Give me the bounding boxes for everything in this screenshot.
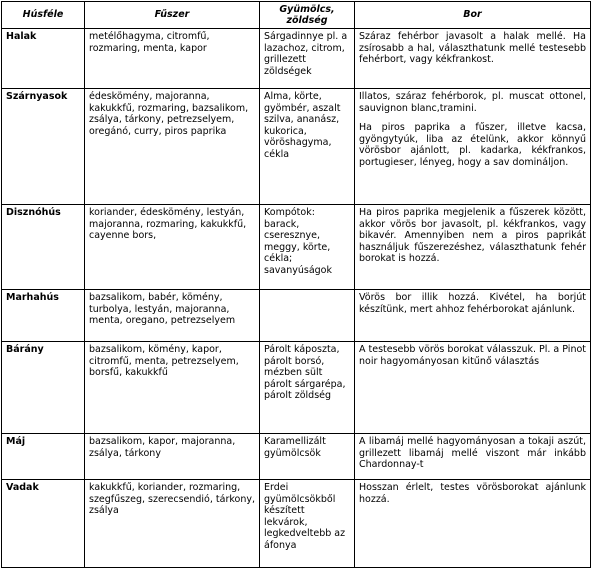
wine-paragraph: Ha piros paprika megjelenik a fűszerek között, akkor vörös bor javasolt, pl. kékfrankos, vagy bikavér. Amennyiben nem a piros paprikát használjuk fűszerezéshez, választhatunk fehér borokat is hozzá. bbox=[359, 207, 586, 264]
produce-cell: Párolt káposzta, párolt borsó, mézben sült párolt sárgarépa, párolt zöldség bbox=[260, 342, 355, 434]
produce-cell: Kompótok: barack, cseresznye, meggy, körte, cékla; savanyúságok bbox=[260, 205, 355, 290]
meat-cell: Máj bbox=[2, 434, 85, 480]
header-meat: Húsféle bbox=[2, 2, 85, 29]
table-row bbox=[2, 434, 591, 480]
table-row bbox=[2, 89, 591, 205]
table-row bbox=[2, 342, 591, 434]
spice-cell: koriander, édeskömény, lestyán, majoranna, rozmaring, kakukkfű, cayenne bors, bbox=[85, 205, 260, 290]
header-produce: Gyümölcs, zöldség bbox=[260, 2, 355, 29]
wine-cell bbox=[355, 434, 591, 480]
wine-cell bbox=[355, 290, 591, 342]
spice-cell: metélőhagyma, citromfű, rozmaring, menta, kapor bbox=[85, 29, 260, 89]
wine-paragraph: Vörös bor illik hozzá. Kivétel, ha borjút készítünk, mert ahhoz fehérborokat ajánlunk. bbox=[359, 292, 586, 315]
wine-cell bbox=[355, 29, 591, 89]
header-spice: Fűszer bbox=[85, 2, 260, 29]
wine-cell bbox=[355, 480, 591, 568]
produce-cell: Alma, körte, gyömbér, aszalt szilva, ananász, kukorica, vöröshagyma, cékla bbox=[260, 89, 355, 205]
wine-paragraph: Hosszan érlelt, testes vörösborokat ajánlunk hozzá. bbox=[359, 482, 586, 505]
produce-cell bbox=[260, 290, 355, 342]
wine-paragraph: A testesebb vörös borokat válasszuk. Pl. a Pinot noir hagyományosan kitűnő választás bbox=[359, 344, 586, 367]
meat-cell: Vadak bbox=[2, 480, 85, 568]
meat-cell: Disznóhús bbox=[2, 205, 85, 290]
meat-cell: Szárnyasok bbox=[2, 89, 85, 205]
table-body bbox=[2, 29, 591, 568]
table-row bbox=[2, 29, 591, 89]
meat-cell: Marhahús bbox=[2, 290, 85, 342]
spice-cell: bazsalikom, babér, kömény, turbolya, lestyán, majoranna, menta, oregano, petrezselyem bbox=[85, 290, 260, 342]
header-row bbox=[2, 2, 591, 29]
table-row bbox=[2, 205, 591, 290]
wine-cell bbox=[355, 342, 591, 434]
meat-cell: Halak bbox=[2, 29, 85, 89]
header-wine: Bor bbox=[355, 2, 591, 29]
table-row bbox=[2, 480, 591, 568]
wine-cell bbox=[355, 205, 591, 290]
pairing-table bbox=[1, 1, 591, 568]
table-header bbox=[2, 2, 591, 29]
spice-cell: bazsalikom, kömény, kapor, citromfű, menta, petrezselyem, borsfű, kakukkfű bbox=[85, 342, 260, 434]
produce-cell: Sárgadinnye pl. a lazachoz, citrom, grillezett zöldségek bbox=[260, 29, 355, 89]
spice-cell: kakukkfű, koriander, rozmaring, szegfűszeg, szerecsendió, tárkony, zsálya bbox=[85, 480, 260, 568]
table-row bbox=[2, 290, 591, 342]
wine-paragraph: Illatos, száraz fehérborok, pl. muscat ottonel, sauvignon blanc,tramini. bbox=[359, 91, 586, 114]
produce-cell: Erdei gyümölcsökből készített lekvárok, legkedveltebb az áfonya bbox=[260, 480, 355, 568]
produce-cell: Karamellizált gyümölcsök bbox=[260, 434, 355, 480]
spice-cell: bazsalikom, kapor, majoranna, zsálya, tárkony bbox=[85, 434, 260, 480]
wine-paragraph: Ha piros paprika a fűszer, illetve kacsa, gyöngytyúk, liba az ételünk, akkor könnyű vörösbor ajánlott, pl. kadarka, kékfrankos, portugieser, lényeg, hogy a sav domináljon. bbox=[359, 122, 586, 168]
wine-paragraph: Száraz fehérbor javasolt a halak mellé. Ha zsírosabb a hal, választhatunk mellé testesebb fehérbort, vagy kékfrankost. bbox=[359, 31, 586, 65]
wine-cell bbox=[355, 89, 591, 205]
wine-paragraph: A libamáj mellé hagyományosan a tokaji aszút, grillezett libamáj mellé viszont már inkább Chardonnay-t bbox=[359, 436, 586, 470]
meat-cell: Bárány bbox=[2, 342, 85, 434]
spice-cell: édeskömény, majoranna, kakukkfű, rozmaring, bazsalikom, zsálya, tárkony, petrezselyem, oregánó, curry, piros paprika bbox=[85, 89, 260, 205]
